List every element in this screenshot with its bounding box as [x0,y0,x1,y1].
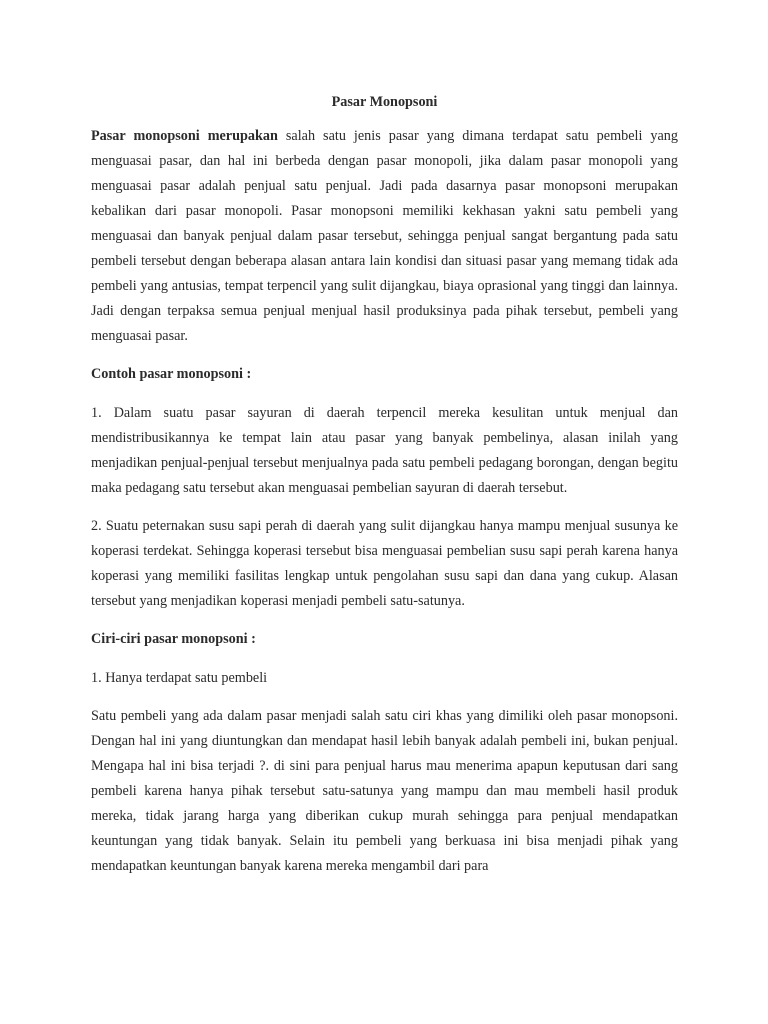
document-title: Pasar Monopsoni [331,94,438,110]
document-page [91,92,678,892]
intro-text: salah satu jenis pasar yang dimana terdapat satu pembeli yang menguasai pasar, dan hal ini berbeda dengan pasar monopoli, jika dalam pasar monopoli yang menguasai pasar adalah penjual satu penjual. Jadi pada dasarnya pasar monopsoni merupakan kebalikan dari pasar monopoli. Pasar monopsoni memiliki kekhasan yakni satu pembeli yang menguasai dan banyak penjual dalam pasar tersebut, sehingga penjual sangat bergantung pada satu pembeli tersebut dengan beberapa alasan antara lain kondisi dan situasi pasar yang memang tidak ada pembeli yang antusias, tempat terpencil yang sulit dijangkau, biaya oprasional yang tinggi dan lainnya. Jadi dengan terpaksa semua penjual menjual hasil produksinya pada pihak tersebut, pembeli yang menguasai pasar. [91,128,678,344]
intro-paragraph [91,124,678,349]
examples-heading: Contoh pasar monopsoni : [91,366,252,382]
feature-1-paragraph: Satu pembeli yang ada dalam pasar menjadi salah satu ciri khas yang dimiliki oleh pasar monopsoni. Dengan hal ini yang diuntungkan dan mendapat hasil lebih banyak adalah pembeli ini, bukan penjual. Mengapa hal ini bisa terjadi ?. di sini para penjual harus mau menerima apapun keputusan dari sang pembeli karena hanya pihak tersebut satu-satunya yang mampu dan mau membeli hasil produk mereka, tidak jarang harga yang diberikan cukup murah sehingga para penjual mendapatkan keuntungan yang tidak banyak. Selain itu pembeli yang berkuasa ini bisa menjadi pihak yang mendapatkan keuntungan banyak karena mereka mengambil dari para [91,708,678,874]
features-heading: Ciri-ciri pasar monopsoni : [91,631,256,647]
feature-1-title: 1. Hanya terdapat satu pembeli [91,670,268,686]
intro-lead: Pasar monopsoni merupakan [91,128,278,144]
example-paragraph-1: 1. Dalam suatu pasar sayuran di daerah terpencil mereka kesulitan untuk menjual dan mendistribusikannya ke tempat lain atau pasar yang banyak pembelinya, alasan inilah yang menjadikan penjual-penjual tersebut menjualnya pada satu pembeli pedagang borongan, dengan begitu maka pedagang satu tersebut akan menguasai pembelian sayuran di daerah tersebut. [91,405,678,496]
example-paragraph-2: 2. Suatu peternakan susu sapi perah di daerah yang sulit dijangkau hanya mampu menjual susunya ke koperasi terdekat. Sehingga koperasi tersebut bisa menguasai pembelian susu sapi perah karena hanya koperasi yang memiliki fasilitas lengkap untuk pengolahan susu sapi dan dana yang cukup. Alasan tersebut yang menjadikan koperasi menjadi pembeli satu-satunya. [91,518,678,609]
